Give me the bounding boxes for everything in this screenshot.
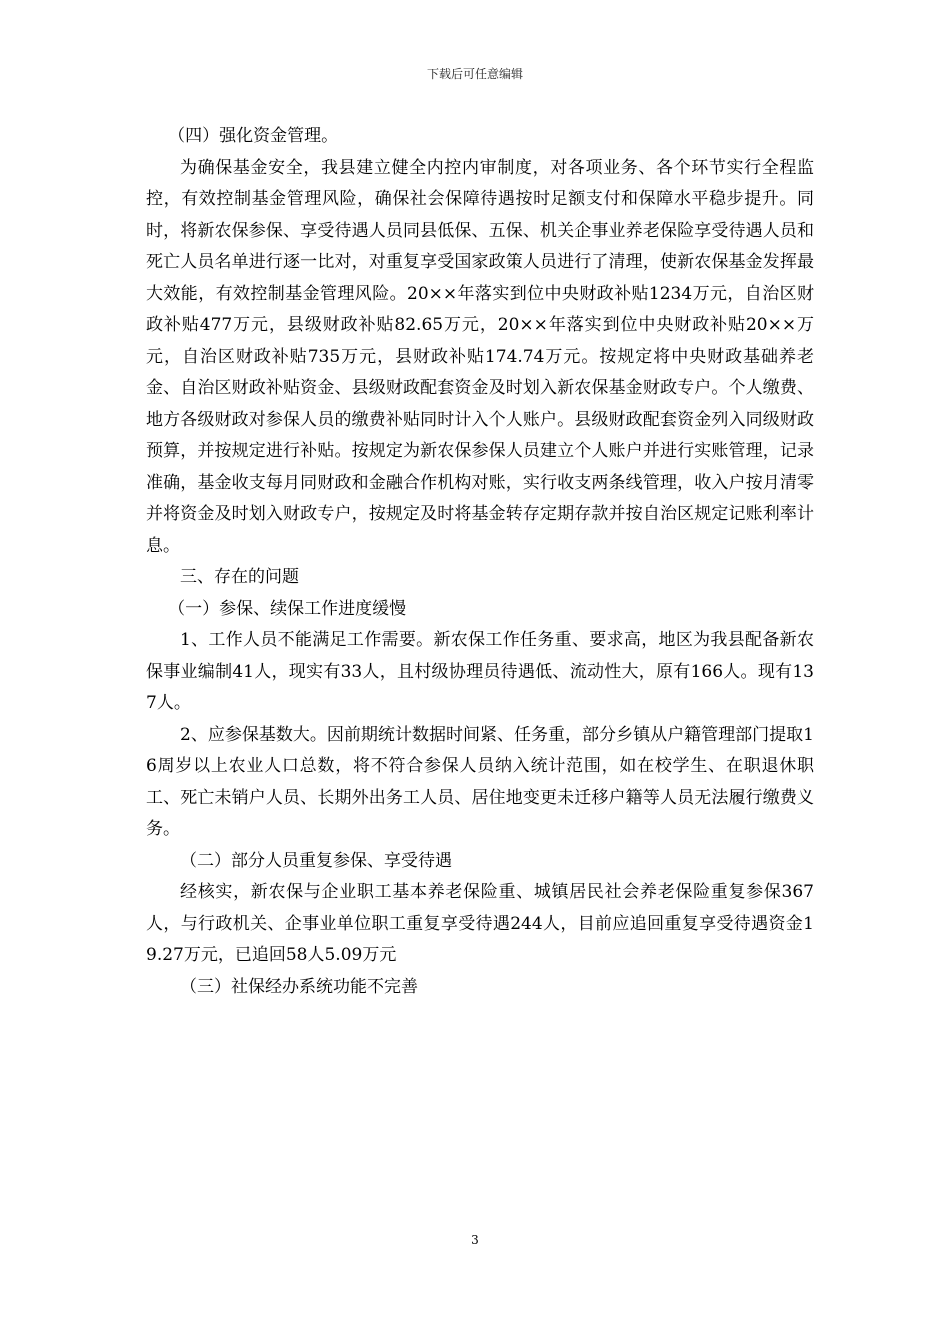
subsection-heading-slow-enrollment: （一）参保、续保工作进度缓慢 xyxy=(168,598,407,619)
paragraph-fund-safety: 为确保基金安全，我县建立健全内控内审制度，对各项业务、各个环节实行全程监控，有效控制基金管理风险，确保社会保障待遇按时足额支付和保障水平稳步提升。同时，将新农保参保、享受待遇人员同县低保、五保、机关企事业养老保险享受待遇人员和死亡人员名单进行逐一比对，对重复享受国家政策人员进行了清理，使新农保基金发挥最大效能，有效控制基金管理风险。20××年落实到位中央财政补贴1234万元，自治区财政补贴477万元，县级财政补贴82.65万元，20××年落实到位中央财政补贴20××万元，自治区财政补贴735万元，县财政补贴174.74万元。按规定将中央财政基础养老金、自治区财政补贴资金、县级财政配套资金及时划入新农保基金财政专户。个人缴费、地方各级财政对参保人员的缴费补贴同时计入个人账户。县级财政配套资金列入同级财政预算，并按规定进行补贴。按规定为新农保参保人员建立个人账户并进行实账管理，记录准确，基金收支每月同财政和金融合作机构对账，实行收支两条线管理，收入户按月清零并将资金及时划入财政专户，按规定及时将基金转存定期存款并按自治区规定记账利率计息。 xyxy=(146,157,814,556)
document-body xyxy=(146,121,814,1003)
section-heading-strengthen-fund-management: （四）强化资金管理。 xyxy=(168,126,339,146)
subsection-heading-duplicate-enrollment: （二）部分人员重复参保、享受待遇 xyxy=(180,850,452,871)
paragraph-verification: 经核实，新农保与企业职工基本养老保险重、城镇居民社会养老保险重复参保367人，与行政机关、企事业单位职工重复享受待遇244人，目前应追回重复享受待遇资金19.27万元，已追回58人5.09万元 xyxy=(146,882,814,965)
section-heading-existing-problems: 三、存在的问题 xyxy=(180,567,299,587)
paragraph-staff-shortage: 1、工作人员不能满足工作需要。新农保工作任务重、要求高，地区为我县配备新农保事业编制41人，现实有33人，且村级协理员待遇低、流动性大，原有166人。现有137人。 xyxy=(146,630,814,713)
paragraph-large-base: 2、应参保基数大。因前期统计数据时间紧、任务重，部分乡镇从户籍管理部门提取16周岁以上农业人口总数，将不符合参保人员纳入统计范围，如在校学生、在职退休职工、死亡未销户人员、长期外出务工人员、居住地变更未迁移户籍等人员无法履行缴费义务。 xyxy=(146,724,814,839)
subsection-heading-system-incomplete: （三）社保经办系统功能不完善 xyxy=(180,976,418,997)
page-number: 3 xyxy=(471,1233,479,1247)
page-header: 下载后可任意编辑 xyxy=(426,67,523,81)
